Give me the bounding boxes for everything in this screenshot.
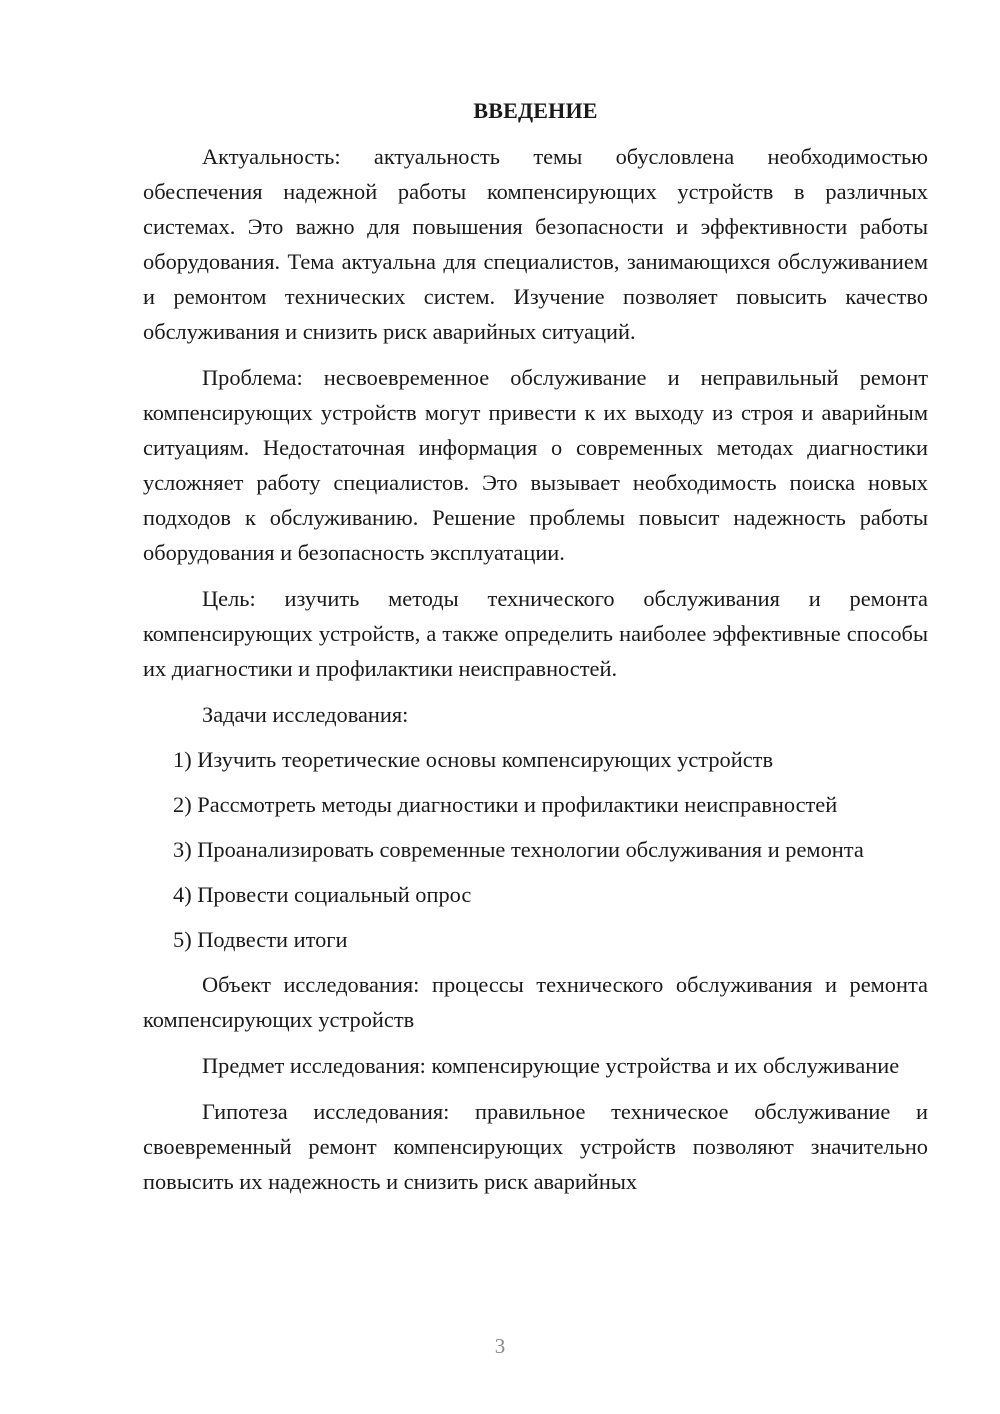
task-item: 2) Рассмотреть методы диагностики и профилактики неисправностей xyxy=(173,792,838,817)
relevance-paragraph: Актуальность: актуальность темы обусловлена необходимостью обеспечения надежной работы компенсирующих устройств в различных системах. Это важно для повышения безопасности и эффективности работы оборудования. Тема актуальна для специалистов, занимающихся обслуживанием и ремонтом технических систем. Изучение позволяет повысить качество обслуживания и снизить риск аварийных ситуаций. xyxy=(143,144,928,344)
section-heading: ВВЕДЕНИЕ xyxy=(473,98,598,123)
task-item: 5) Подвести итоги xyxy=(173,927,348,952)
page-body xyxy=(143,96,928,1210)
problem-paragraph: Проблема: несвоевременное обслуживание и неправильный ремонт компенсирующих устройств могут привести к их выходу из строя и аварийным ситуациям. Недостаточная информация о современных методах диагностики усложняет работу специалистов. Это вызывает необходимость поиска новых подходов к обслуживанию. Решение проблемы повысит надежность работы оборудования и безопасность эксплуатации. xyxy=(143,365,928,565)
object-paragraph: Объект исследования: процессы технического обслуживания и ремонта компенсирующих устройств xyxy=(143,972,928,1032)
page-number: 3 xyxy=(494,1334,506,1358)
tasks-heading: Задачи исследования: xyxy=(202,702,409,727)
task-item: 3) Проанализировать современные технологии обслуживания и ремонта xyxy=(173,837,864,862)
task-item: 4) Провести социальный опрос xyxy=(173,882,472,907)
hypothesis-paragraph: Гипотеза исследования: правильное техническое обслуживание и своевременный ремонт компенсирующих устройств позволяют значительно повысить их надежность и снизить риск аварийных xyxy=(143,1099,928,1194)
goal-paragraph: Цель: изучить методы технического обслуживания и ремонта компенсирующих устройств, а также определить наиболее эффективные способы их диагностики и профилактики неисправностей. xyxy=(143,586,928,681)
subject-paragraph: Предмет исследования: компенсирующие устройства и их обслуживание xyxy=(202,1053,900,1078)
task-item: 1) Изучить теоретические основы компенсирующих устройств xyxy=(173,747,774,772)
